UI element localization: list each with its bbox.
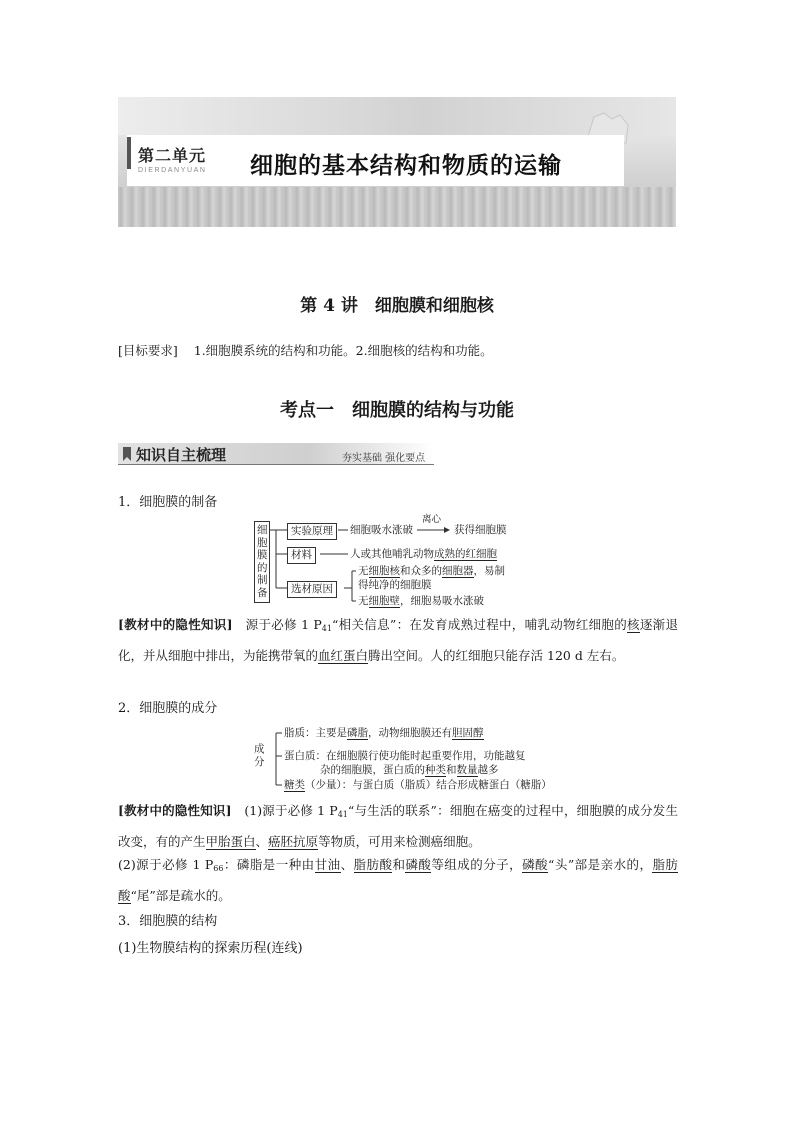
note3-t4: 和 [392, 857, 406, 872]
protein-type: 种类 [425, 764, 446, 776]
box-selection-reason: 选材原因 [287, 581, 337, 598]
note3-t1: (2)源于必修 1 P [118, 857, 214, 872]
reason-1-line2: 得纯净的细胞膜 [358, 579, 432, 591]
note3-t6: “头”部是亲水的， [548, 857, 653, 872]
reason-1-c: 和众多的 [400, 565, 442, 577]
note3-t7: “尾”部是疏水的。 [130, 888, 231, 903]
material-text [350, 547, 497, 561]
lipid-phospholipid: 磷脂 [347, 727, 368, 739]
knowledge-bar [118, 443, 434, 465]
reason-2-a: 无 [358, 595, 369, 607]
note1-nucleus: 核 [627, 617, 640, 632]
note1-label: [教材中的隐性知识] [118, 617, 233, 632]
note2-t4: 等物质，可用来检测癌细胞。 [318, 834, 481, 849]
knowledge-bar-subtitle: 夯实基础 强化要点 [342, 453, 426, 464]
material-text-a: 人或其他哺乳动物 [350, 548, 434, 560]
note2-sub: 41 [337, 810, 348, 819]
note1-t3: 逐渐退化，并从细胞中排出，为能携带氧的 [118, 617, 678, 663]
protein-line-2 [320, 763, 499, 777]
sugar-line [284, 778, 552, 792]
knowledge-bar-title: 知识自主梳理 [136, 446, 227, 464]
hidden-knowledge-note-3 [118, 851, 678, 909]
sugar-text: （少量）：与蛋白质（脂质）结合形成糖蛋白（糖脂） [305, 779, 552, 791]
lecture-title: 第 4 讲 细胞膜和细胞核 [300, 296, 494, 316]
reason-1 [358, 564, 505, 578]
goal-text: 1.细胞膜系统的结构和功能。2.细胞核的结构和功能。 [193, 343, 493, 358]
protein-end: 越多 [477, 764, 499, 776]
reason-1-nucleus: 细胞核 [368, 565, 400, 577]
unit-subject: 细胞的基本结构和物质的运输 [250, 153, 562, 179]
note3-t5: 等组成的分子， [431, 857, 523, 872]
goal-label: [目标要求] [118, 343, 178, 358]
principle-result: 获得细胞膜 [454, 524, 507, 536]
hidden-knowledge-note-1 [118, 611, 678, 669]
goal-line [118, 341, 493, 359]
lipid-cholesterol: 胆固醇 [452, 727, 484, 739]
membrane-preparation-diagram [254, 514, 524, 609]
note3-fatty-acid-tail: 脂肪酸 [118, 857, 678, 903]
note1-sub: 41 [321, 624, 332, 633]
note2-cea: 癌胚抗原 [268, 834, 319, 849]
note1-t4: 腾出空间。人的红细胞只能存活 120 d 左右。 [368, 648, 625, 663]
membrane-components-diagram [254, 723, 552, 793]
note3-glycerol: 甘油 [314, 857, 341, 872]
protein-quantity: 数量 [456, 764, 478, 776]
note2-t1: (1)源于必修 1 P [231, 803, 338, 818]
protein-mid: 和 [446, 764, 457, 776]
protein-line-1: 蛋白质：在细胞膜行使功能时起重要作用，功能越复 [284, 750, 526, 762]
box-experiment-principle: 实验原理 [287, 523, 337, 540]
kaodian-title: 考点一 细胞膜的结构与功能 [280, 400, 514, 421]
material-text-b: 成熟的红细胞 [434, 548, 497, 560]
note1-t1: 源于必修 1 P [232, 617, 322, 632]
banner-ground [118, 187, 676, 227]
reason-2-c: ，细胞易吸水涨破 [400, 595, 484, 607]
section-3-heading: 3．细胞膜的结构 [118, 914, 218, 929]
section-1-heading: 1．细胞膜的制备 [118, 495, 218, 510]
hidden-knowledge-note-2 [118, 797, 678, 855]
note3-phosphate-head: 磷酸 [522, 857, 549, 872]
note3-t2: ：磷脂是一种由 [223, 857, 315, 872]
note2-t3: 、 [255, 834, 269, 849]
note1-hemoglobin: 血红蛋白 [318, 648, 369, 663]
lipid-line [284, 726, 484, 740]
bookmark-icon [121, 446, 133, 462]
note3-fatty-acid: 脂肪酸 [353, 857, 393, 872]
reason-1-e: ，易制 [473, 565, 505, 577]
principle-text: 细胞吸水涨破 [350, 524, 413, 536]
sugar-label: 糖类 [284, 779, 305, 791]
reason-1-organelle: 细胞器 [442, 565, 474, 577]
protein-line2-a: 杂的细胞膜，蛋白质的 [320, 764, 425, 776]
unit-pinyin: DIERDANYUAN [138, 167, 207, 174]
section-2-heading: 2．细胞膜的成分 [118, 701, 218, 716]
components-label: 成分 [254, 743, 265, 768]
note2-label: [教材中的隐性知识] [118, 803, 232, 818]
note1-t2: “相关信息”：在发育成熟过程中，哺乳动物红细胞的 [331, 617, 628, 632]
unit-title: 第二单元 [138, 146, 207, 165]
unit-banner [118, 97, 676, 227]
box-material: 材料 [287, 547, 316, 564]
reason-2 [358, 594, 484, 608]
reason-1-a: 无 [358, 565, 369, 577]
note3-t3: 、 [340, 857, 354, 872]
centrifuge-label: 离心 [422, 514, 442, 525]
diagram1-vertical-label: 细胞膜的制备 [257, 524, 268, 599]
note2-t2: “与生活的联系”：细胞在癌变的过程中，细胞膜的成分发生改变，有的产生 [118, 803, 678, 849]
note3-phosphate: 磷酸 [405, 857, 432, 872]
note2-afp: 甲胎蛋白 [205, 834, 256, 849]
banner-accent-bar [127, 137, 131, 169]
reason-2-cellwall: 细胞壁 [368, 595, 400, 607]
lipid-b: ，动物细胞膜还有 [368, 727, 452, 739]
knowledge-bar-underline [118, 464, 434, 465]
lipid-a: 脂质：主要是 [284, 727, 347, 739]
note3-sub: 66 [213, 864, 224, 873]
section-3-subheading: (1)生物膜结构的探索历程(连线) [118, 941, 303, 956]
